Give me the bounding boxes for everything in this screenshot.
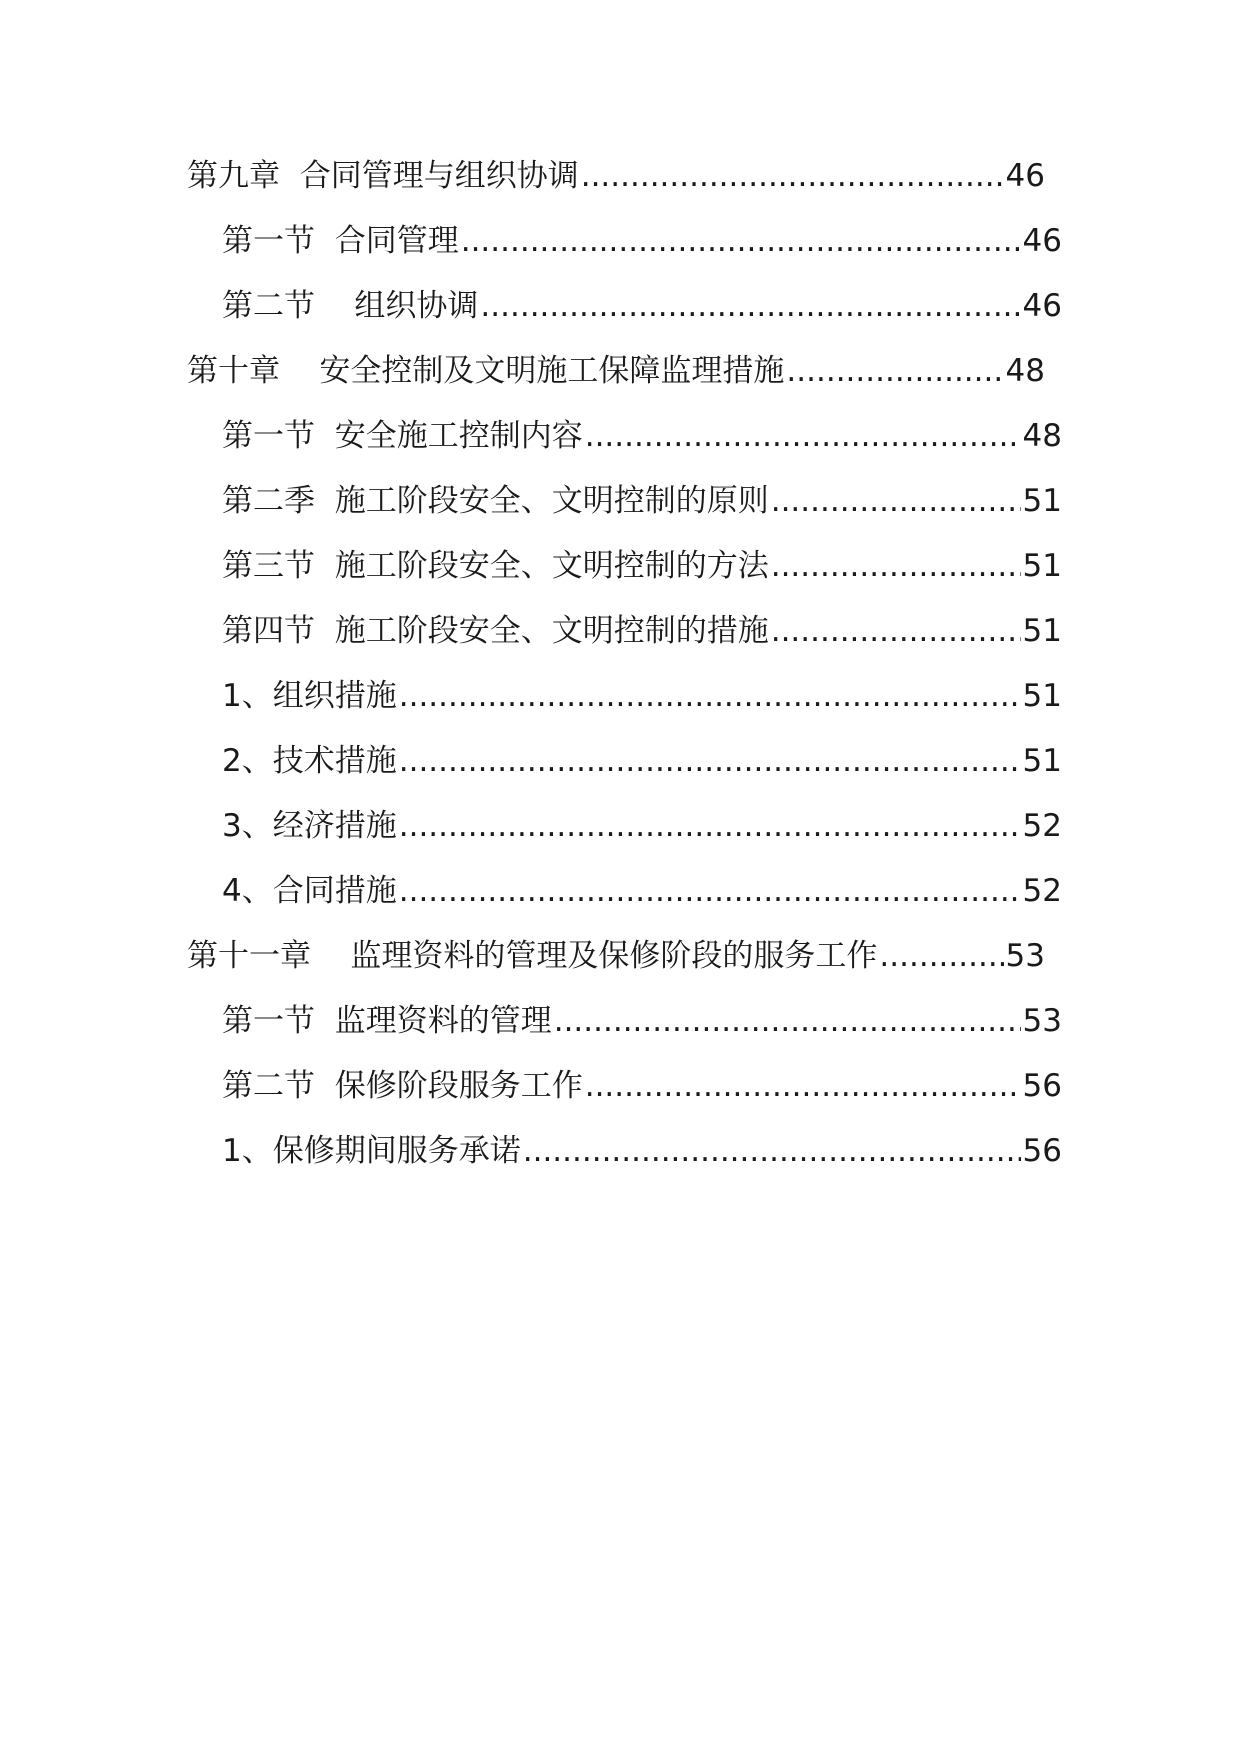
toc-entry-label: 第十章 安全控制及文明施工保障监理措施 (187, 353, 785, 389)
toc-entry-label: 3、经济措施 (222, 808, 397, 844)
toc-entry-label: 第一节 合同管理 (222, 223, 459, 259)
toc-dot-leader (554, 999, 1021, 1043)
toc-dot-leader (461, 219, 1021, 263)
toc-entry-page: 51 (1022, 548, 1062, 584)
toc-entry-label: 第二节 保修阶段服务工作 (222, 1068, 583, 1104)
toc-entry-label: 第十一章 监理资料的管理及保修阶段的服务工作 (187, 938, 878, 974)
toc-entry-page: 46 (1022, 288, 1062, 324)
toc-dot-leader (879, 934, 1003, 978)
toc-entry-section[interactable] (0, 609, 1062, 674)
toc-dot-leader (523, 1129, 1021, 1173)
toc-entry-section[interactable] (0, 544, 1062, 609)
toc-entry-subsection[interactable] (0, 674, 1062, 739)
toc-entry-label: 第二节 组织协调 (222, 288, 479, 324)
toc-entry-page: 52 (1022, 808, 1062, 844)
toc-entry-label: 第一节 安全施工控制内容 (222, 418, 583, 454)
toc-entry-page: 46 (1022, 223, 1062, 259)
toc-entry-page: 51 (1022, 483, 1062, 519)
toc-entry-chapter-10[interactable] (0, 349, 1045, 414)
toc-entry-subsection[interactable] (0, 739, 1062, 804)
toc-dot-leader (585, 414, 1021, 458)
toc-entry-label: 1、组织措施 (222, 678, 397, 714)
toc-entry-section[interactable] (0, 219, 1062, 284)
toc-entry-page: 51 (1022, 743, 1062, 779)
toc-dot-leader (480, 284, 1020, 328)
toc-entry-page: 51 (1022, 678, 1062, 714)
toc-dot-leader (399, 869, 1021, 913)
toc-entry-page: 56 (1022, 1133, 1062, 1169)
toc-dot-leader (786, 349, 1003, 393)
toc-entry-page: 48 (1005, 353, 1045, 389)
toc-entry-page: 53 (1022, 1003, 1062, 1039)
toc-dot-leader (771, 544, 1021, 588)
toc-entry-subsection[interactable] (0, 804, 1062, 869)
toc-dot-leader (399, 674, 1021, 718)
toc-entry-page: 56 (1022, 1068, 1062, 1104)
toc-entry-section[interactable] (0, 414, 1062, 479)
toc-dot-leader (581, 154, 1004, 198)
toc-dot-leader (399, 739, 1021, 783)
toc-entry-chapter-9[interactable] (0, 154, 1045, 219)
toc-dot-leader (399, 804, 1021, 848)
toc-entry-section[interactable] (0, 284, 1062, 349)
toc-entry-page: 46 (1005, 158, 1045, 194)
toc-entry-label: 第四节 施工阶段安全、文明控制的措施 (222, 613, 769, 649)
toc-entry-label: 4、合同措施 (222, 873, 397, 909)
toc-entry-page: 53 (1005, 938, 1045, 974)
toc-entry-page: 52 (1022, 873, 1062, 909)
toc-dot-leader (771, 609, 1021, 653)
toc-entry-page: 48 (1022, 418, 1062, 454)
toc-entry-label: 第三节 施工阶段安全、文明控制的方法 (222, 548, 769, 584)
toc-dot-leader (585, 1064, 1021, 1108)
toc-entry-label: 2、技术措施 (222, 743, 397, 779)
toc-dot-leader (771, 479, 1021, 523)
toc-entry-page: 51 (1022, 613, 1062, 649)
toc-entry-subsection[interactable] (0, 869, 1062, 934)
toc-entry-label: 第二季 施工阶段安全、文明控制的原则 (222, 483, 769, 519)
toc-entry-label: 第一节 监理资料的管理 (222, 1003, 552, 1039)
toc-entry-section[interactable] (0, 1064, 1062, 1129)
toc-entry-chapter-11[interactable] (0, 934, 1045, 999)
toc-entry-section[interactable] (0, 479, 1062, 544)
toc-entry-label: 第九章 合同管理与组织协调 (187, 158, 579, 194)
table-of-contents (0, 154, 1241, 1194)
toc-entry-subsection[interactable] (0, 1129, 1062, 1194)
toc-entry-label: 1、保修期间服务承诺 (222, 1133, 521, 1169)
toc-entry-section[interactable] (0, 999, 1062, 1064)
